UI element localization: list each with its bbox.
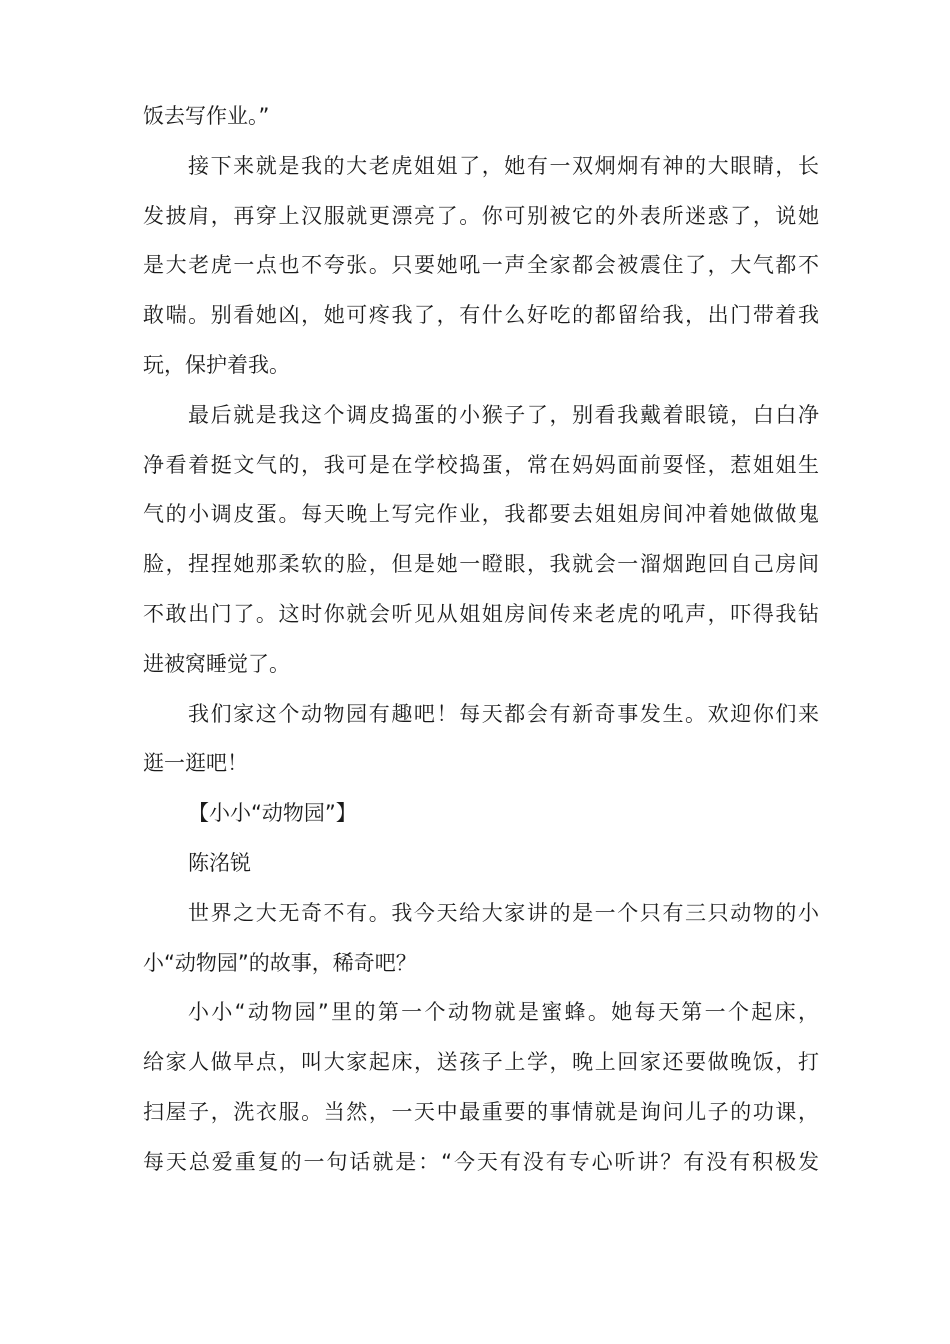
text-line: 进被窝睡觉了。 <box>143 651 290 676</box>
text-line: 接下来就是我的大老虎姐姐了，她有一双炯炯有神的大眼睛，长 <box>188 153 819 178</box>
text-line: 最后就是我这个调皮捣蛋的小猴子了，别看我戴着眼镜，白白净 <box>188 402 819 427</box>
text-line: 饭去写作业。” <box>143 104 270 128</box>
text-line: 敢喘。别看她凶，她可疼我了，有什么好吃的都留给我，出门带着我 <box>143 303 819 328</box>
text-line: 发披肩，再穿上汉服就更漂亮了。你可别被它的外表所迷惑了，说她 <box>143 203 819 228</box>
text-line: 陈洺锐 <box>188 850 251 875</box>
text-line: 净看着挺文气的，我可是在学校捣蛋，常在妈妈面前耍怪，惹姐姐生 <box>143 452 819 477</box>
text-line: 逛一逛吧！ <box>143 751 248 776</box>
text-line: 脸，捏捏她那柔软的脸，但是她一瞪眼，我就会一溜烟跑回自己房间 <box>143 552 819 577</box>
text-line: 每天总爱重复的一句话就是：“今天有没有专心听讲？有没有积极发 <box>143 1149 819 1174</box>
text-line: 小小“动物园”里的第一个动物就是蜜蜂。她每天第一个起床， <box>188 1000 819 1025</box>
text-line: 我们家这个动物园有趣吧！每天都会有新奇事发生。欢迎你们来 <box>188 701 819 726</box>
text-line: 是大老虎一点也不夸张。只要她吼一声全家都会被震住了，大气都不 <box>143 253 819 278</box>
text-line: 玩，保护着我。 <box>143 352 290 377</box>
text-line: 扫屋子，洗衣服。当然，一天中最重要的事情就是询问儿子的功课， <box>143 1099 819 1124</box>
text-line: 给家人做早点，叫大家起床，送孩子上学，晚上回家还要做晚饭，打 <box>143 1050 819 1075</box>
text-line: 气的小调皮蛋。每天晚上写完作业，我都要去姐姐房间冲着她做做鬼 <box>143 502 819 527</box>
text-line: 【小小“动物园”】 <box>188 801 357 826</box>
text-line: 小“动物园”的故事，稀奇吧？ <box>143 950 417 975</box>
text-line: 世界之大无奇不有。我今天给大家讲的是一个只有三只动物的小 <box>188 900 819 925</box>
text-line: 不敢出门了。这时你就会听见从姐姐房间传来老虎的吼声，吓得我钻 <box>143 601 819 626</box>
document-body <box>143 92 819 1188</box>
